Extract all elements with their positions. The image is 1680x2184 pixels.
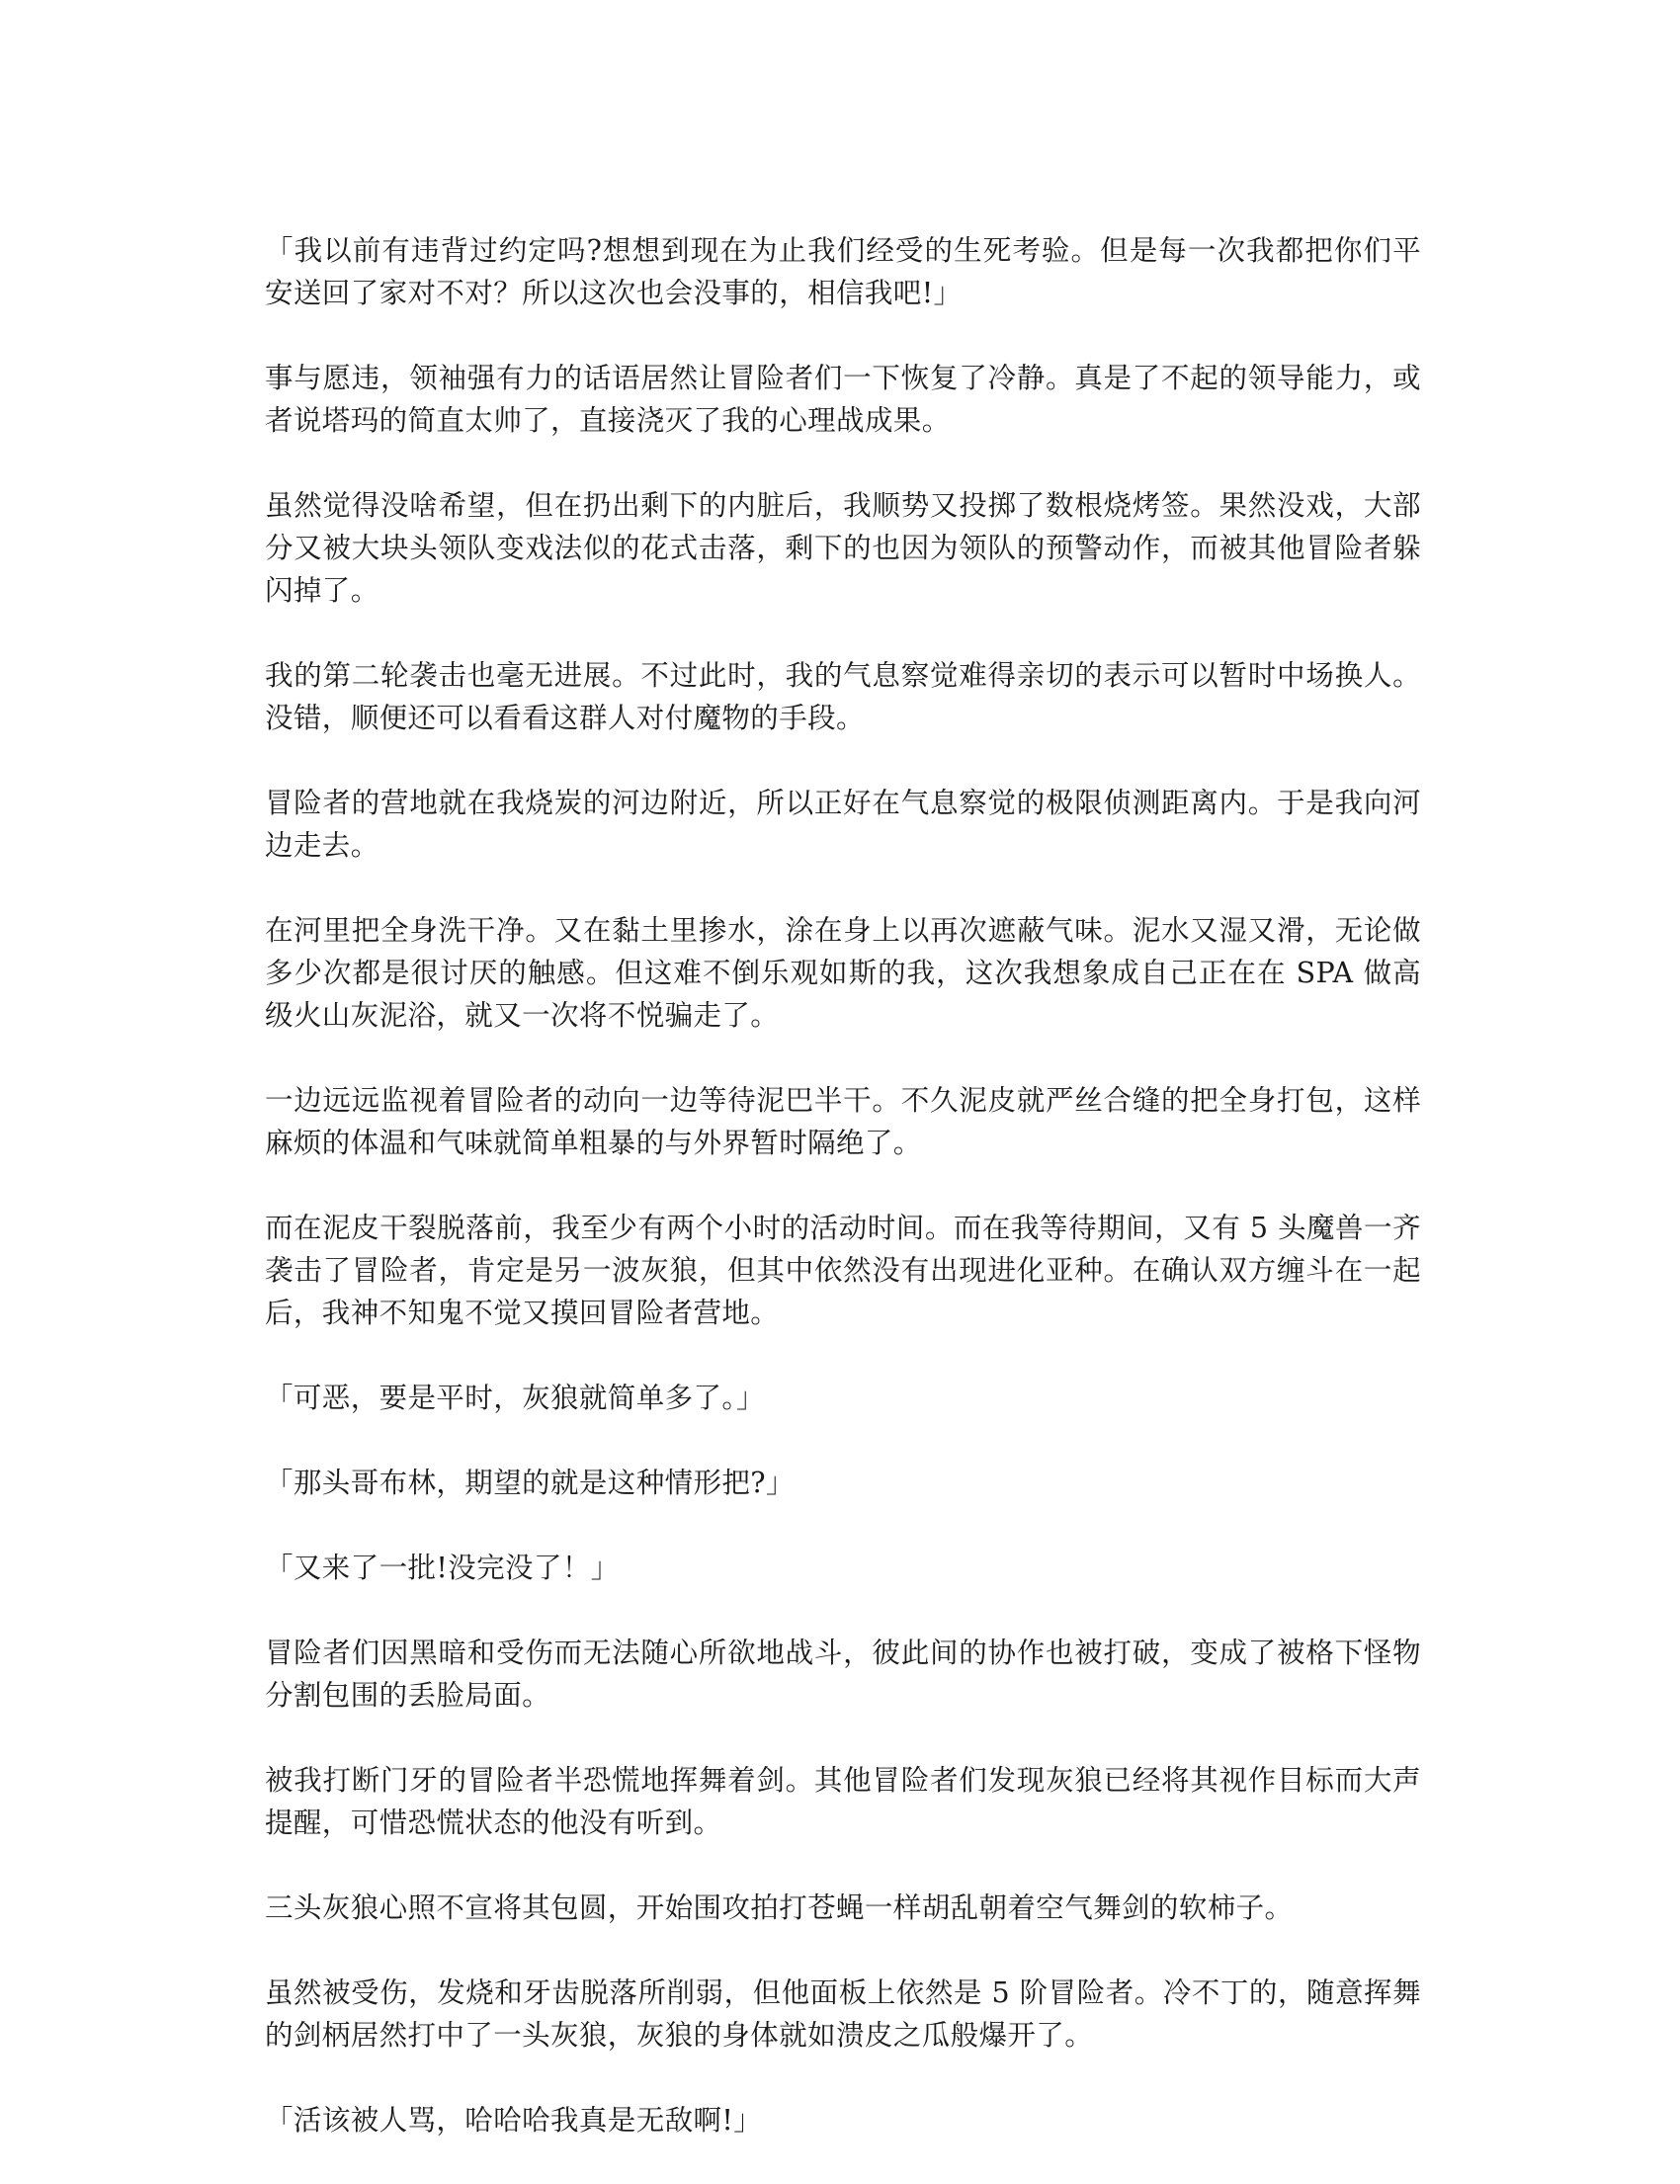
text-column — [265, 229, 1421, 2184]
paragraph-9: 冒险者们因黑暗和受伤而无法随心所欲地战斗，彼此间的协作也被打破，变成了被格下怪物分割包围的丢脸局面。 — [265, 1637, 1421, 1712]
paragraph-11: 三头灰狼心照不宣将其包圆，开始围攻拍打苍蝇一样胡乱朝着空气舞剑的软柿子。 — [265, 1891, 1294, 1924]
paragraph-10: 被我打断门牙的冒险者半恐慌地挥舞着剑。其他冒险者们发现灰狼已经将其视作目标而大声提醒，可惜恐慌状态的他没有听到。 — [265, 1764, 1421, 1839]
dialogue-line-4: 「活该被人骂，哈哈哈我真是无敌啊!」 — [265, 2104, 763, 2137]
paragraph-5: 冒险者的营地就在我烧炭的河边附近，所以正好在气息察觉的极限侦测距离内。于是我向河边走去。 — [265, 787, 1421, 862]
paragraph-6: 在河里把全身洗干净。又在黏土里掺水，涂在身上以再次遮蔽气味。泥水又湿又滑，无论做多少次都是很讨厌的触感。但这难不倒乐观如斯的我，这次我想象成自己正在在 SPA 做高级火山灰泥浴，就又一次将不悦骗走了。 — [265, 914, 1421, 1032]
dialogue-line-1: 「可恶，要是平时，灰狼就简单多了。」 — [265, 1382, 765, 1414]
paragraph-2: 事与愿违，领袖强有力的话语居然让冒险者们一下恢复了冷静。真是了不起的领导能力，或者说塔玛的简直太帅了，直接浇灭了我的心理战成果。 — [265, 362, 1421, 437]
paragraph-1: 「我以前有违背过约定吗?想想到现在为止我们经受的生死考验。但是每一次我都把你们平安送回了家对不对？所以这次也会没事的，相信我吧!」 — [265, 234, 1421, 309]
paragraph-12: 虽然被受伤，发烧和牙齿脱落所削弱，但他面板上依然是 5 阶冒险者。冷不丁的，随意挥舞的剑柄居然打中了一头灰狼，灰狼的身体就如溃皮之瓜般爆开了。 — [265, 1976, 1421, 2052]
paragraph-8: 而在泥皮干裂脱落前，我至少有两个小时的活动时间。而在我等待期间，又有 5 头魔兽一齐袭击了冒险者，肯定是另一波灰狼，但其中依然没有出现进化亚种。在确认双方缠斗在一起后，我神不知鬼不觉又摸回冒险者营地。 — [265, 1212, 1421, 1329]
dialogue-line-2: 「那头哥布林，期望的就是这种情形把?」 — [265, 1467, 795, 1499]
paragraph-3: 虽然觉得没啥希望，但在扔出剩下的内脏后，我顺势又投掷了数根烧烤签。果然没戏，大部分又被大块头领队变戏法似的花式击落，剩下的也因为领队的预警动作，而被其他冒险者躲闪掉了。 — [265, 489, 1421, 607]
dialogue-line-3: 「又来了一批!没完没了！」 — [265, 1552, 620, 1584]
paragraph-7: 一边远远监视着冒险者的动向一边等待泥巴半干。不久泥皮就严丝合缝的把全身打包，这样麻烦的体温和气味就简单粗暴的与外界暂时隔绝了。 — [265, 1084, 1421, 1159]
paragraph-4: 我的第二轮袭击也毫无进展。不过此时，我的气息察觉难得亲切的表示可以暂时中场换人。没错，顺便还可以看看这群人对付魔物的手段。 — [265, 659, 1421, 734]
